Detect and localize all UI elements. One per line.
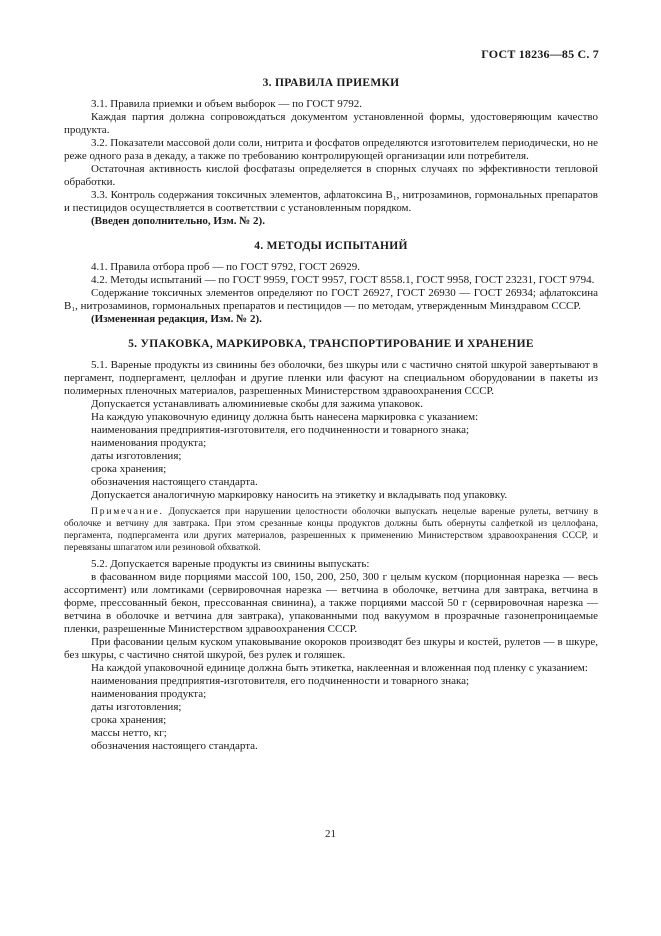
paragraph: Допускается аналогичную маркировку наносить на этикетку и вкладывать под упаковку. xyxy=(91,489,508,501)
paragraph: 5.2. Допускается вареные продукты из свинины выпускать: xyxy=(91,558,370,570)
list-item: наименования продукта; xyxy=(91,688,207,700)
paragraph: 4.2. Методы испытаний — по ГОСТ 9959, ГОСТ 9957, ГОСТ 8558.1, ГОСТ 9958, ГОСТ 23231, ГОСТ 9794. xyxy=(91,274,595,286)
paragraph: 4.1. Правила отбора проб — по ГОСТ 9792, ГОСТ 26929. xyxy=(91,261,360,273)
list-item: наименования предприятия-изготовителя, его подчиненности и товарного знака; xyxy=(91,675,470,687)
section-3-body xyxy=(64,98,598,228)
list-item: даты изготовления; xyxy=(91,450,182,462)
page-number: 21 xyxy=(325,828,336,840)
paragraph: в фасованном виде порциями массой 100, 150, 200, 250, 300 г целым куском (порционная нарезка — весь ассортимент) или ломтиками (сервировочная нарезка — ветчина в оболочке, ветчина для завтрака, ветчина в форме, прессованный бекон, прессованная свинина), а также порциями массой 50 г (сервировочная нарезка — ветчина в оболочке и ветчина для завтрака), упакованными под вакуумом в прозрачные газонепроницаемые пленки, разрешенные Министерством здравоохранения СССР. xyxy=(64,571,598,635)
section-3-title: 3. ПРАВИЛА ПРИЕМКИ xyxy=(262,77,400,89)
paragraph: При фасовании целым куском упаковывание окороков производят без шкуры и костей, рулетов — в шкуре, без шкуры, с частично снятой шкурой, без рулек и голяшек. xyxy=(64,636,598,661)
running-header: ГОСТ 18236—85 С. 7 xyxy=(481,47,599,61)
paragraph: 3.2. Показатели массовой доли соли, нитрита и фосфатов определяются изготовителем периодически, но не реже одного раза в декаду, а также по требованию контролирующей организации или потребителя. xyxy=(64,137,598,162)
paragraph: На каждой упаковочной единице должна быть этикетка, наклеенная и вложенная под пленку с указанием: xyxy=(91,662,588,674)
section-5-body xyxy=(64,359,598,753)
note-label: Примечание. xyxy=(91,506,164,517)
paragraph: 3.3. Контроль содержания токсичных элементов, афлатоксина В₁, нитрозаминов, гормональных препаратов и пестицидов осуществляется в соответствии с установленным порядком. xyxy=(64,189,598,214)
list-item: обозначения настоящего стандарта. xyxy=(91,740,258,752)
paragraph: 5.1. Вареные продукты из свинины без оболочки, без шкуры или с частично снятой шкурой завертывают в пергамент, подпергамент, целлофан и другие пленки или фасуют на специальном оборудовании в пакеты из полимерных пленочных материалов, разрешенных Министерством здравоохранения СССР. xyxy=(64,359,598,397)
paragraph: Содержание токсичных элементов определяют по ГОСТ 26927, ГОСТ 26930 — ГОСТ 26934; афлатоксина В₁, нитрозаминов, гормональных препаратов и пестицидов — по методам, утвержденным Минздравом СССР. xyxy=(64,287,598,312)
list-item: даты изготовления; xyxy=(91,701,182,713)
list-item: обозначения настоящего стандарта. xyxy=(91,476,258,488)
list-item: массы нетто, кг; xyxy=(91,727,167,739)
note-text: Допускается при нарушении целостности оболочки выпускать нецелые вареные рулеты, ветчину в оболочке и ветчину для завтрака. При этом срезанные концы продуктов должны быть обернуты салфеткой из целлофана, пергамента, подпергамента или других материалов, разрешенных к применению Министерством здравоохранения СССР, и перевязаны шпагатом или резиновой обхваткой. xyxy=(64,506,598,553)
paragraph: На каждую упаковочную единицу должна быть нанесена маркировка с указанием: xyxy=(91,411,479,423)
amendment-note: (Измененная редакция, Изм. № 2). xyxy=(91,313,262,325)
paragraph: Каждая партия должна сопровождаться документом установленной формы, удостоверяющим качество продукта. xyxy=(64,111,598,136)
paragraph: Остаточная активность кислой фосфатазы определяется в спорных случаях по эффективности тепловой обработки. xyxy=(64,163,598,188)
list-item: срока хранения; xyxy=(91,714,167,726)
paragraph: 3.1. Правила приемки и объем выборок — по ГОСТ 9792. xyxy=(91,98,362,110)
section-5-title: 5. УПАКОВКА, МАРКИРОВКА, ТРАНСПОРТИРОВАНИЕ И ХРАНЕНИЕ xyxy=(128,338,534,350)
page-body xyxy=(64,44,598,753)
list-item: срока хранения; xyxy=(91,463,167,475)
paragraph: Допускается устанавливать алюминиевые скобы для зажима упаковок. xyxy=(91,398,424,410)
section-4-title: 4. МЕТОДЫ ИСПЫТАНИЙ xyxy=(254,240,408,252)
amendment-note: (Введен дополнительно, Изм. № 2). xyxy=(91,215,265,227)
note xyxy=(64,506,598,554)
list-item: наименования продукта; xyxy=(91,437,207,449)
section-4-body xyxy=(64,261,598,326)
list-item: наименования предприятия-изготовителя, его подчиненности и товарного знака; xyxy=(91,424,470,436)
